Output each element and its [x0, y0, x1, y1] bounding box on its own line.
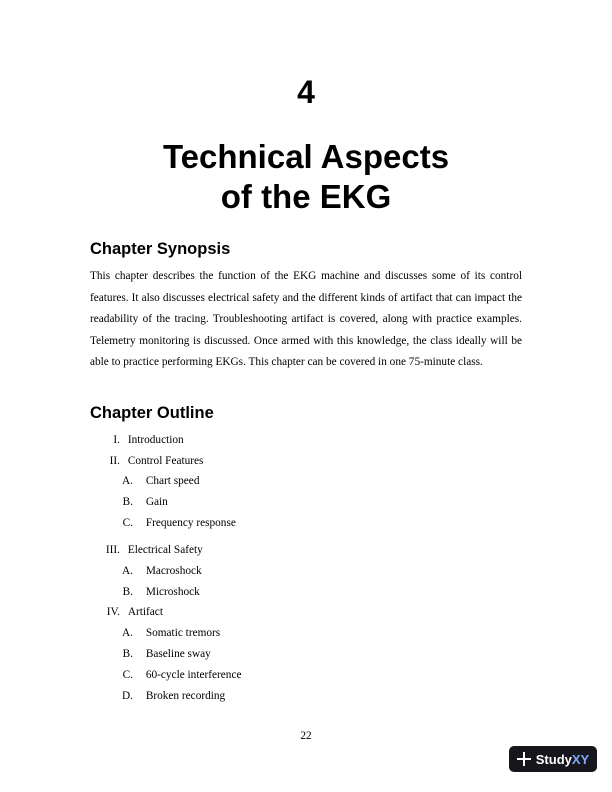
badge-brand-part2: XY: [571, 751, 590, 767]
outline-subitem-label: 60-cycle interference: [145, 669, 242, 681]
outline-item-number: I.: [113, 434, 120, 446]
outline-subitem-letter: B.: [122, 586, 133, 598]
chapter-number: 4: [297, 74, 315, 110]
outline-subitem: [113, 626, 220, 640]
outline-subitem-label: Microshock: [145, 586, 200, 598]
outline-item: [90, 543, 203, 557]
chapter-title-line2: of the EKG: [220, 178, 392, 215]
outline-subitem: [113, 585, 200, 599]
outline-subitem: [113, 668, 241, 682]
outline-subitem-label: Gain: [145, 496, 168, 508]
badge-brand: [536, 752, 589, 767]
outline-subitem-letter: A.: [122, 475, 133, 487]
synopsis-text: This chapter describes the function of the EKG machine and discusses some of its control features. It also discusses electrical safety and the different kinds of artifact that can impact the readability of the tracing. Troubleshooting artifact is covered, along with practice examples. Telemetry monitoring is discussed. Once armed with this knowledge, the class ideally will be able to practice performing EKGs. This chapter can be covered in one 75-minute class.: [90, 270, 522, 368]
outline-subitem-label: Broken recording: [145, 690, 226, 702]
outline-subitem: [113, 564, 202, 578]
outline-subitem-label: Baseline sway: [145, 648, 211, 660]
outline-subitem-letter: C.: [122, 517, 133, 529]
outline-subitem: [113, 495, 168, 509]
outline-subitem-letter: A.: [122, 627, 133, 639]
outline-item-number: III.: [105, 544, 120, 556]
outline-item-label: Introduction: [127, 434, 184, 446]
outline-item: [90, 454, 203, 468]
outline-subitem-letter: B.: [122, 496, 133, 508]
outline-subitem: [113, 474, 199, 488]
outline-item: [90, 433, 184, 447]
outline-item-label: Electrical Safety: [127, 544, 203, 556]
page-number: 22: [300, 730, 312, 742]
outline-subitem-letter: C.: [122, 669, 133, 681]
badge-brand-part1: Study: [535, 751, 572, 767]
chapter-title-line1: Technical Aspects: [162, 138, 450, 175]
outline-subitem-label: Macroshock: [145, 565, 202, 577]
outline-subitem-letter: B.: [122, 648, 133, 660]
chapter-title: [0, 137, 612, 217]
outline-subitem: [113, 647, 211, 661]
outline-subitem-label: Frequency response: [145, 517, 236, 529]
outline-item-label: Artifact: [127, 606, 163, 618]
outline-subitem: [113, 689, 225, 703]
plus-icon: [517, 752, 531, 766]
outline-item-label: Control Features: [127, 455, 204, 467]
outline-subitem-label: Somatic tremors: [145, 627, 221, 639]
outline-subitem-letter: D.: [122, 690, 133, 702]
outline-subitem-letter: A.: [122, 565, 133, 577]
outline-item-number: II.: [109, 455, 120, 467]
synopsis-heading: Chapter Synopsis: [90, 240, 231, 258]
outline-item-number: IV.: [106, 606, 120, 618]
studyxy-badge[interactable]: [509, 746, 597, 772]
outline-subitem: [113, 516, 236, 530]
outline-heading: Chapter Outline: [90, 404, 214, 422]
outline-subitem-label: Chart speed: [145, 475, 200, 487]
outline-item: [90, 605, 163, 619]
